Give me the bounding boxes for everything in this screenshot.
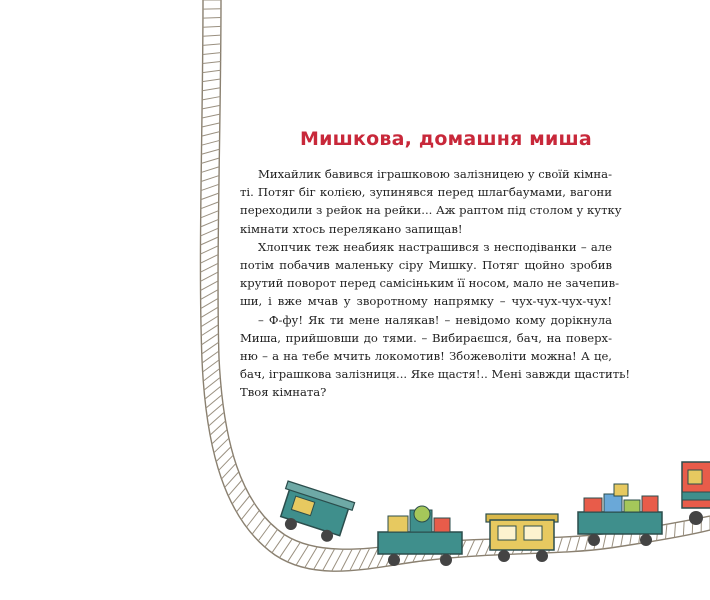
text-line: кімнати хтось перелякано запищав!: [240, 221, 463, 236]
text-line: переходили з рейок на рейки... Аж раптом під столом у кутку: [240, 203, 622, 218]
rail-tie: [341, 549, 352, 571]
rail-tie: [476, 539, 483, 556]
text-line: – Ф-фу! Як ти мене налякав! – невідомо кому дорікнула: [258, 312, 612, 327]
rail-tie: [203, 44, 221, 45]
rail-tie: [201, 334, 218, 345]
rail-tie: [202, 140, 220, 145]
rail-tie: [228, 480, 242, 496]
rail-tie: [201, 290, 218, 300]
rail-tie: [272, 535, 285, 553]
rail-tie: [666, 524, 667, 539]
rail-tie: [279, 539, 292, 558]
rail-tie: [246, 510, 259, 527]
rail-tie: [288, 542, 301, 562]
rail-tie: [202, 132, 220, 136]
rail-tie: [202, 351, 219, 363]
rail-tie: [567, 537, 572, 552]
rail-tie: [200, 237, 218, 245]
rail-tie: [201, 211, 219, 218]
locomotive: [682, 462, 710, 525]
rail-tie: [201, 202, 219, 209]
rail-tie: [201, 176, 219, 182]
rail-tie: [203, 53, 221, 55]
story-text: [240, 165, 631, 402]
rail-tie: [201, 219, 219, 226]
text-line: ши, і вже мчав у зворотному напрямку – чух-чух-чух-чух!: [240, 294, 612, 309]
teal-wagon: [274, 481, 355, 546]
rail-tie: [200, 255, 218, 264]
rail-tie: [225, 472, 239, 488]
rail-tie: [202, 88, 220, 91]
rail-tie: [359, 548, 370, 570]
rail-tie: [203, 18, 221, 19]
rail-tie: [683, 521, 684, 536]
rail-tie: [201, 149, 219, 154]
rail-tie: [258, 524, 271, 541]
rail-tie: [265, 529, 278, 547]
rail-tie: [558, 537, 563, 552]
rail-tie: [674, 523, 675, 538]
rail-tie: [236, 496, 249, 512]
rail-tie: [201, 193, 219, 200]
text-line: Хлопчик теж неабияк настрашився з несподіванки – але: [258, 239, 612, 254]
rail-tie: [201, 316, 218, 327]
rail-tie: [203, 360, 219, 372]
rail-tie: [203, 70, 221, 72]
rail-tie: [323, 549, 335, 571]
text-line: Миша, прийшовши до тями. – Вибираєшся, бач, на поверх-: [240, 330, 612, 345]
text-line: бач, іграшкова залізниця... Яке щастя!.. Мені завжди щастить!: [240, 367, 631, 382]
rail-tie: [200, 246, 218, 254]
cargo-wagon-2: [578, 484, 662, 546]
text-line: ті. Потяг біг колією, зупинявся перед шлагбаумами, вагони: [240, 185, 612, 200]
cargo-wagon-1: [378, 506, 462, 566]
text-line: потім побачив маленьку сіру Мишку. Потяг щойно зробив: [240, 258, 612, 273]
text-line: ню – а на тебе мчить локомотив! Збожеволіти можна! А це,: [240, 349, 612, 364]
rail-tie: [296, 545, 309, 565]
rail-tie: [350, 549, 361, 571]
rail-tie: [201, 325, 218, 336]
rail-tie: [368, 547, 379, 569]
rail-tie: [203, 61, 221, 63]
rail-tie: [202, 79, 220, 82]
rail-tie: [252, 517, 265, 534]
rail-tie: [200, 263, 218, 272]
rail-tie: [314, 548, 326, 569]
rail-tie: [576, 536, 580, 551]
rail-tie: [305, 547, 317, 568]
text-line: Твоя кімната?: [240, 385, 327, 400]
rail-tie: [202, 123, 220, 127]
rail-tie: [201, 158, 219, 163]
rail-tie: [202, 97, 220, 100]
text-line: крутий поворот перед самісіньким її носом, мало не зачепив-: [240, 276, 620, 291]
rail-tie: [201, 281, 219, 290]
rail-tie: [201, 298, 218, 308]
rail-tie: [200, 272, 218, 281]
rail-tie: [585, 535, 589, 550]
rail-tie: [603, 534, 606, 549]
rail-tie: [201, 184, 219, 190]
rail-tie: [201, 228, 219, 236]
rail-tie: [202, 105, 220, 109]
rail-tie: [202, 342, 219, 354]
rail-tie: [201, 167, 219, 173]
rail-tie: [222, 464, 236, 479]
text-line: Михайлик бавився іграшковою залізницею у своїй кімна-: [258, 167, 612, 181]
rail-tie: [203, 35, 221, 36]
rail-tie: [202, 114, 220, 118]
rail-tie: [467, 540, 475, 557]
story-title: Мишкова, домашня миша: [300, 128, 592, 150]
rail-tie: [232, 488, 246, 504]
rail-tie: [332, 549, 344, 571]
rail-tie: [201, 307, 218, 317]
rail-tie: [203, 26, 221, 27]
rail-tie: [241, 503, 254, 519]
